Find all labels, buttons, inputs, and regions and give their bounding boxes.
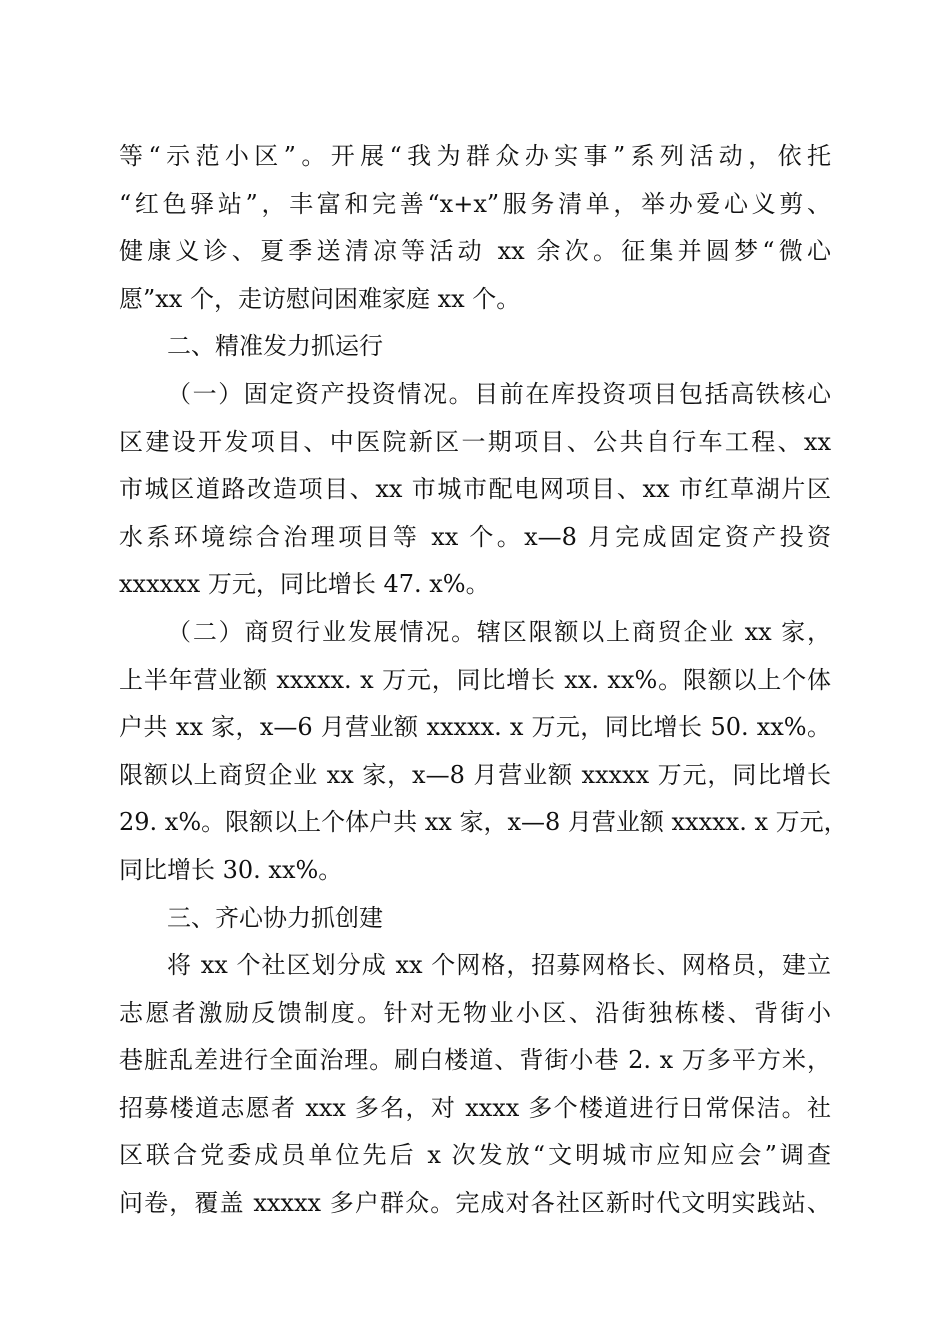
body-line: 同比增长 30. xx%。 — [119, 855, 343, 884]
body-line: 健康义诊、夏季送清凉等活动 xx 余次。征集并圆梦“微心 — [119, 237, 831, 266]
body-line: xxxxxx 万元，同比增长 47. x%。 — [119, 570, 490, 599]
body-line: 上半年营业额 xxxxx. x 万元，同比增长 xx. xx%。限额以上个体 — [119, 665, 831, 694]
section-3-first-line: 将 xx 个社区划分成 xx 个网格，招募网格长、网格员，建立 — [167, 951, 831, 980]
body-line: 等“示范小区”。开展“我为群众办实事”系列活动，依托 — [119, 142, 831, 170]
section-heading-3: 三、齐心协力抓创建 — [167, 903, 383, 932]
body-line: 巷脏乱差进行全面治理。刷白楼道、背街小巷 2. x 万多平方米， — [119, 1046, 831, 1075]
body-line: 水系环境综合治理项目等 xx 个。x—8 月完成固定资产投资 — [119, 522, 831, 551]
body-line: 问卷，覆盖 xxxxx 多户群众。完成对各社区新时代文明实践站、 — [119, 1189, 831, 1218]
subsection-2-first-line: （二）商贸行业发展情况。辖区限额以上商贸企业 xx 家， — [167, 617, 831, 646]
document-body — [119, 133, 848, 1228]
body-line: 志愿者激励反馈制度。针对无物业小区、沿街独栋楼、背街小 — [119, 998, 831, 1027]
body-line: 市城区道路改造项目、xx 市城市配电网项目、xx 市红草湖片区 — [119, 475, 831, 504]
body-line: 29. x%。限额以上个体户共 xx 家，x—8 月营业额 xxxxx. x 万元， — [119, 808, 848, 837]
section-heading-2: 二、精准发力抓运行 — [167, 332, 383, 361]
subsection-1-first-line: （一）固定资产投资情况。目前在库投资项目包括高铁核心 — [167, 379, 831, 408]
body-line: 户共 xx 家，x—6 月营业额 xxxxx. x 万元，同比增长 50. xx%。 — [119, 713, 831, 742]
body-line: 愿”xx 个，走访慰问困难家庭 xx 个。 — [119, 284, 521, 313]
body-line: 区联合党委成员单位先后 x 次发放“文明城市应知应会”调查 — [119, 1141, 831, 1170]
body-line: “红色驿站”，丰富和完善“x+x”服务清单，举办爱心义剪、 — [119, 189, 831, 218]
body-line: 区建设开发项目、中医院新区一期项目、公共自行车工程、xx — [119, 427, 831, 456]
body-line: 限额以上商贸企业 xx 家，x—8 月营业额 xxxxx 万元，同比增长 — [119, 760, 831, 789]
body-line: 招募楼道志愿者 xxx 多名，对 xxxx 多个楼道进行日常保洁。社 — [119, 1093, 831, 1122]
